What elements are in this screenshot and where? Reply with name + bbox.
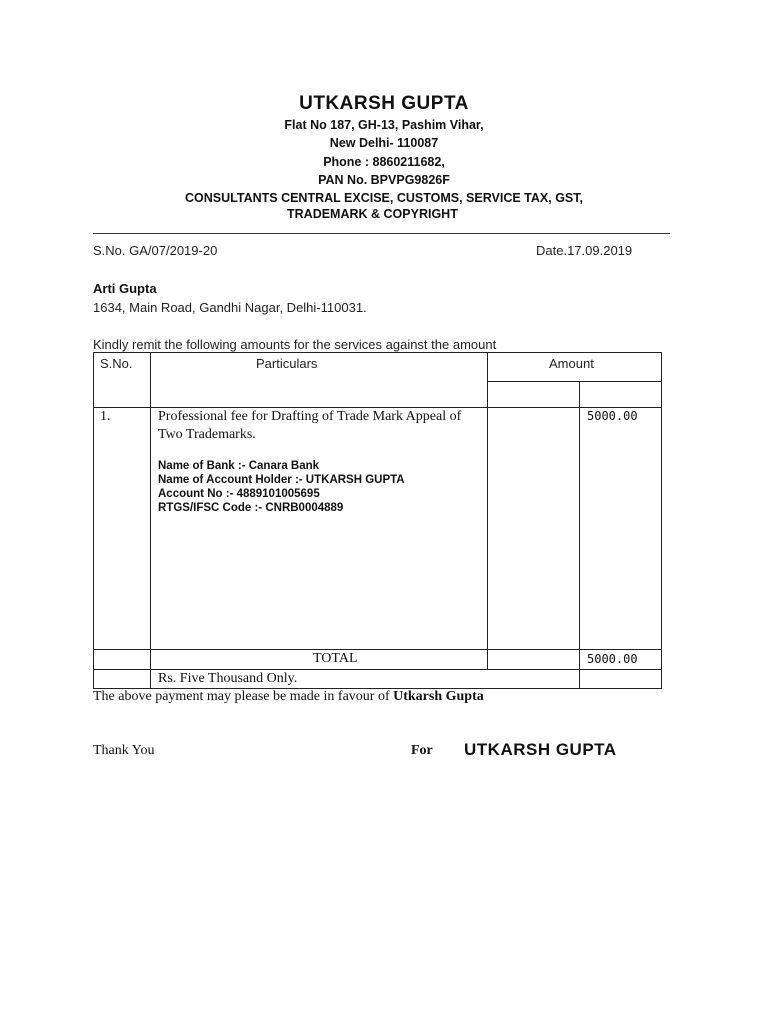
table-header-particulars: Particulars <box>256 356 318 371</box>
row-amount: 5000.00 <box>587 409 638 423</box>
letterhead-name: UTKARSH GUPTA <box>299 93 469 114</box>
account-number: Account No :- 4889101005695 <box>158 488 320 500</box>
row-sno: 1. <box>100 409 111 424</box>
thank-you: Thank You <box>93 743 155 758</box>
letterhead-services-line1: CONSULTANTS CENTRAL EXCISE, CUSTOMS, SERVICE TAX, GST, <box>185 191 583 205</box>
table-col-divider-3 <box>579 381 580 689</box>
table-body-bottom <box>93 649 662 650</box>
header-divider <box>93 233 670 234</box>
row-particulars: Professional fee for Drafting of Trade Mark Appeal of Two Trademarks. <box>158 409 462 442</box>
client-address: 1634, Main Road, Gandhi Nagar, Delhi-110031. <box>93 300 367 315</box>
total-label: TOTAL <box>313 651 358 666</box>
favour-text: The above payment may please be made in favour of <box>93 689 394 704</box>
invoice-serial: S.No. GA/07/2019-20 <box>93 243 218 258</box>
payment-favour-note <box>93 689 484 705</box>
table-header-sno: S.No. <box>100 356 133 371</box>
letterhead-phone: Phone : 8860211682, <box>323 155 445 169</box>
client-name: Arti Gupta <box>93 281 157 296</box>
letterhead-pan: PAN No. BPVPG9826F <box>318 173 450 187</box>
table-border-right <box>661 352 662 689</box>
letterhead-address-line2: New Delhi- 110087 <box>329 136 439 150</box>
table-amount-subdivider <box>487 381 662 382</box>
intro-text: Kindly remit the following amounts for the services against the amount <box>93 337 497 352</box>
for-label: For <box>411 743 433 758</box>
favour-name: Utkarsh Gupta <box>393 689 484 704</box>
bank-name: Name of Bank :- Canara Bank <box>158 460 320 472</box>
ifsc-code: RTGS/IFSC Code :- CNRB0004889 <box>158 502 344 514</box>
table-total-bottom <box>93 669 662 670</box>
letterhead-services-line2: TRADEMARK & COPYRIGHT <box>287 207 458 221</box>
table-col-divider-2 <box>487 352 488 670</box>
signatory-name: UTKARSH GUPTA <box>464 740 617 759</box>
table-border-left <box>93 352 94 689</box>
total-amount: 5000.00 <box>587 652 638 666</box>
letterhead-address-line1: Flat No 187, GH-13, Pashim Vihar, <box>284 118 484 132</box>
invoice-date: Date.17.09.2019 <box>536 243 633 258</box>
table-border-top <box>93 352 662 353</box>
amount-in-words: Rs. Five Thousand Only. <box>158 671 298 686</box>
table-col-divider-1 <box>150 352 151 689</box>
table-header-amount: Amount <box>549 356 594 371</box>
account-holder: Name of Account Holder :- UTKARSH GUPTA <box>158 474 405 486</box>
